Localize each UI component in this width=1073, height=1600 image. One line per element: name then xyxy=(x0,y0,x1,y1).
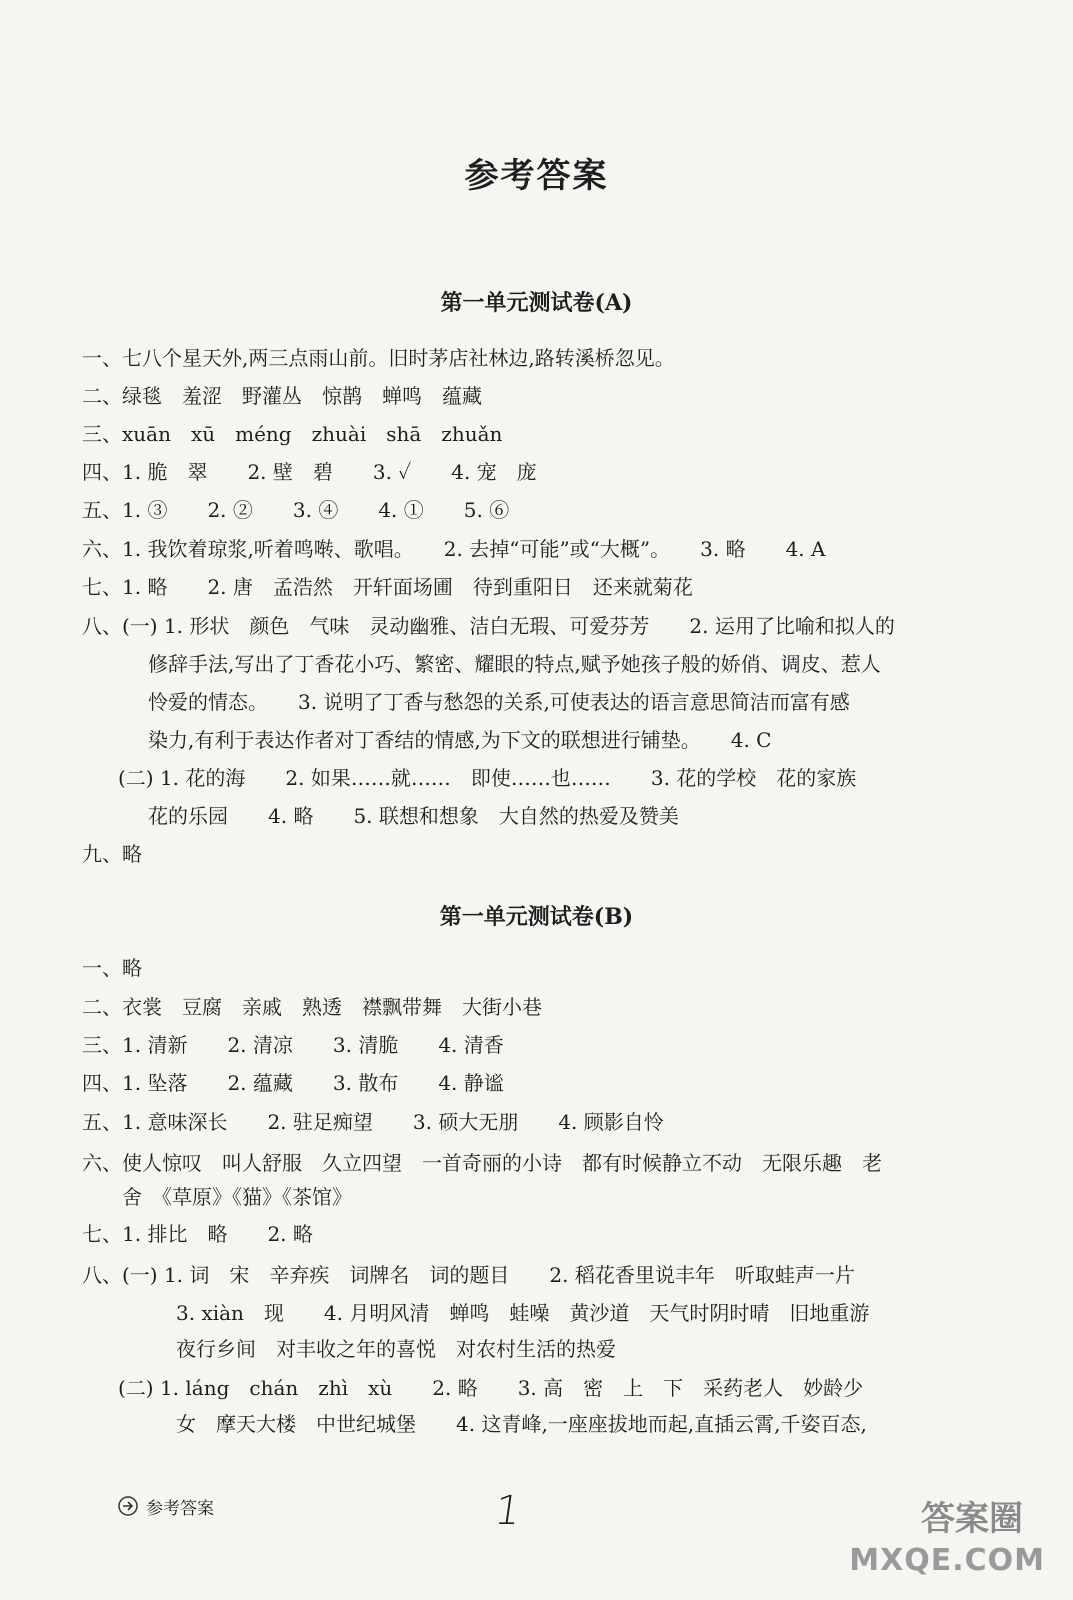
answer-line: 二、衣裳 豆腐 亲戚 熟透 襟飘带舞 大街小巷 xyxy=(82,995,542,1019)
answer-line: 夜行乡间 对丰收之年的喜悦 对农村生活的热爱 xyxy=(176,1337,616,1361)
answer-line: 四、1. 坠落 2. 蕴藏 3. 散布 4. 静谧 xyxy=(82,1071,504,1095)
answer-line: 五、1. ③ 2. ② 3. ④ 4. ① 5. ⑥ xyxy=(82,498,510,522)
answer-line: 六、1. 我饮着琼浆,听着鸣啭、歌唱。 2. 去掉“可能”或“大概”。 3. 略 4. A xyxy=(82,537,826,561)
footer-label: 参考答案 xyxy=(146,1499,214,1519)
answer-line: 九、略 xyxy=(82,842,142,866)
answer-line: 怜爱的情态。 3. 说明了丁香与愁怨的关系,可使表达的语言意思简洁而富有感 xyxy=(148,690,850,714)
answer-line: 舍 《草原》《猫》《茶馆》 xyxy=(122,1185,352,1209)
answer-line: 一、略 xyxy=(82,956,142,980)
answer-line: 3. xiàn 现 4. 月明风清 蝉鸣 蛙噪 黄沙道 天气时阴时晴 旧地重游 xyxy=(176,1301,870,1325)
answer-line: (二) 1. láng chán zhì xù 2. 略 3. 高 密 上 下 采药老人 妙龄少 xyxy=(118,1376,864,1400)
answer-line: 三、1. 清新 2. 清凉 3. 清脆 4. 清香 xyxy=(82,1033,504,1057)
answer-line: 五、1. 意味深长 2. 驻足痴望 3. 硕大无朋 4. 顾影自怜 xyxy=(82,1110,664,1134)
answer-line: 花的乐园 4. 略 5. 联想和想象 大自然的热爱及赞美 xyxy=(148,804,679,828)
answer-line: 七、1. 略 2. 唐 孟浩然 开轩面场圃 待到重阳日 还来就菊花 xyxy=(82,575,693,599)
arrow-circle-icon xyxy=(118,1496,138,1516)
section-heading-b: 第一单元测试卷(B) xyxy=(439,904,634,930)
answer-line: 八、(一) 1. 形状 颜色 气味 灵动幽雅、洁白无瑕、可爱芬芳 2. 运用了比喻和拟人的 xyxy=(82,614,895,638)
page-title: 参考答案 xyxy=(464,156,609,196)
section-heading-a: 第一单元测试卷(A) xyxy=(440,290,633,316)
answer-line: 七、1. 排比 略 2. 略 xyxy=(82,1222,313,1246)
answer-line: 三、xuān xū méng zhuài shā zhuǎn xyxy=(82,422,503,446)
watermark-logo: 答案圈 xyxy=(921,1499,1023,1539)
answer-line: 染力,有利于表达作者对丁香结的情感,为下文的联想进行铺垫。 4. C xyxy=(148,728,772,752)
answer-line: 女 摩天大楼 中世纪城堡 4. 这青峰,一座座拔地而起,直插云霄,千姿百态, xyxy=(176,1412,867,1436)
page-number: 1 xyxy=(491,1488,524,1534)
answer-line: 二、绿毯 羞涩 野灌丛 惊鹊 蝉鸣 蕴藏 xyxy=(82,384,482,408)
answer-line: 修辞手法,写出了丁香花小巧、繁密、耀眼的特点,赋予她孩子般的娇俏、调皮、惹人 xyxy=(148,652,881,676)
watermark-url: MXQE.COM xyxy=(849,1543,1045,1578)
answer-line: 六、使人惊叹 叫人舒服 久立四望 一首奇丽的小诗 都有时候静立不动 无限乐趣 老 xyxy=(82,1151,882,1175)
answer-line: 一、七八个星天外,两三点雨山前。旧时茅店社林边,路转溪桥忽见。 xyxy=(82,346,675,370)
answer-line: 八、(一) 1. 词 宋 辛弃疾 词牌名 词的题目 2. 稻花香里说丰年 听取蛙声一片 xyxy=(82,1263,855,1287)
answer-line: (二) 1. 花的海 2. 如果……就…… 即使……也…… 3. 花的学校 花的家族 xyxy=(118,766,857,790)
answer-line: 四、1. 脆 翠 2. 壁 碧 3. ✓ 4. 宠 庞 xyxy=(82,460,537,484)
